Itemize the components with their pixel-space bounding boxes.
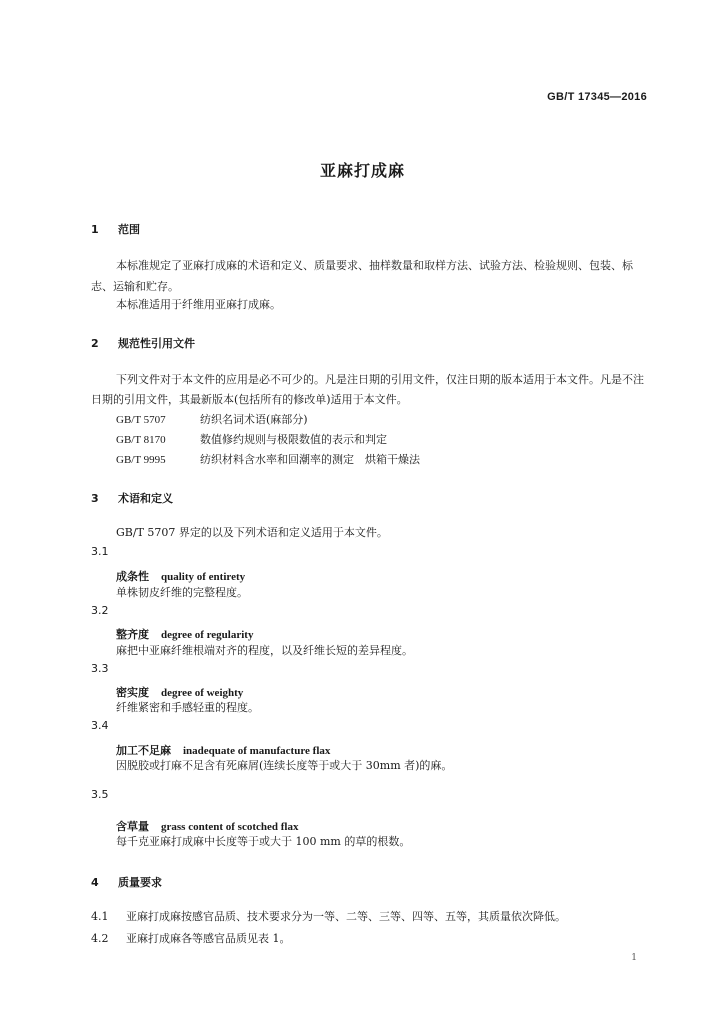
terms-intro: GB/T 5707 界定的以及下列术语和定义适用于本文件。	[116, 526, 388, 539]
section-1-heading	[91, 221, 140, 237]
term-english: grass content of scotched flax	[161, 821, 299, 833]
term-number: 3.1	[91, 545, 109, 558]
term-definition: 每千克亚麻打成麻中长度等于或大于 100 mm 的草的根数。	[116, 835, 411, 848]
section-3-heading	[91, 490, 173, 506]
term-english: degree of weighty	[161, 687, 244, 699]
section-number: 2	[91, 337, 99, 350]
section-2-heading	[91, 335, 195, 351]
term-number: 3.2	[91, 604, 109, 617]
term-heading	[116, 681, 243, 700]
section-4-heading	[91, 874, 162, 890]
section-title: 质量要求	[118, 876, 162, 889]
standard-code: GB/T 17345—2016	[547, 91, 647, 103]
term-english: inadequate of manufacture flax	[183, 745, 331, 757]
section-number: 1	[91, 223, 99, 236]
term-heading	[116, 815, 298, 834]
term-english: degree of regularity	[161, 629, 254, 641]
section-number: 4	[91, 876, 99, 889]
reference-title: 数值修约规则与极限数值的表示和判定	[200, 433, 387, 446]
requirement-number: 4.2	[91, 932, 109, 945]
references-intro: 下列文件对于本文件的应用是必不可少的。凡是注日期的引用文件，仅注日期的版本适用于本文件。凡是不注日期的引用文件，其最新版本(包括所有的修改单)适用于本文件。	[91, 373, 644, 406]
requirement-item	[91, 909, 566, 924]
term-chinese: 加工不足麻	[116, 744, 171, 757]
term-heading	[116, 623, 253, 642]
term-definition: 因脱胶或打麻不足含有死麻屑(连续长度等于或大于 30mm 者)的麻。	[116, 759, 453, 772]
reference-item	[116, 412, 308, 428]
page-number: 1	[631, 953, 637, 963]
term-number: 3.5	[91, 788, 109, 801]
term-heading	[116, 739, 330, 758]
reference-item	[116, 432, 387, 448]
term-chinese: 成条性	[116, 570, 149, 583]
document-title: 亚麻打成麻	[319, 161, 405, 180]
term-chinese: 密实度	[116, 686, 149, 699]
scope-paragraph-2: 本标准适用于纤维用亚麻打成麻。	[116, 298, 281, 311]
reference-code: GB/T 8170	[116, 434, 166, 446]
requirement-number: 4.1	[91, 910, 109, 923]
scope-paragraph-1: 本标准规定了亚麻打成麻的术语和定义、质量要求、抽样数量和取样方法、试验方法、检验规则、包装、标志、运输和贮存。	[91, 259, 633, 293]
term-heading	[116, 565, 245, 584]
section-number: 3	[91, 492, 99, 505]
term-english: quality of entirety	[161, 571, 246, 583]
requirement-text: 亚麻打成麻按感官品质、技术要求分为一等、二等、三等、四等、五等，其质量依次降低。	[126, 910, 566, 923]
section-title: 术语和定义	[118, 492, 173, 505]
reference-title: 纺织材料含水率和回潮率的测定 烘箱干燥法	[200, 453, 420, 466]
requirement-item	[91, 931, 291, 946]
term-definition: 纤维紧密和手感轻重的程度。	[116, 701, 259, 714]
term-number: 3.3	[91, 662, 109, 675]
reference-code: GB/T 9995	[116, 454, 166, 466]
term-definition: 麻把中亚麻纤维根端对齐的程度，以及纤维长短的差异程度。	[116, 644, 413, 657]
term-chinese: 整齐度	[116, 628, 149, 641]
requirement-text: 亚麻打成麻各等感官品质见表 1。	[126, 932, 291, 945]
section-title: 规范性引用文件	[118, 337, 195, 350]
term-number: 3.4	[91, 719, 109, 732]
term-definition: 单株韧皮纤维的完整程度。	[116, 586, 248, 599]
section-title: 范围	[118, 223, 140, 236]
term-chinese: 含草量	[116, 820, 149, 833]
reference-title: 纺织名词术语(麻部分)	[200, 413, 308, 426]
reference-code: GB/T 5707	[116, 414, 166, 426]
reference-item	[116, 452, 420, 468]
